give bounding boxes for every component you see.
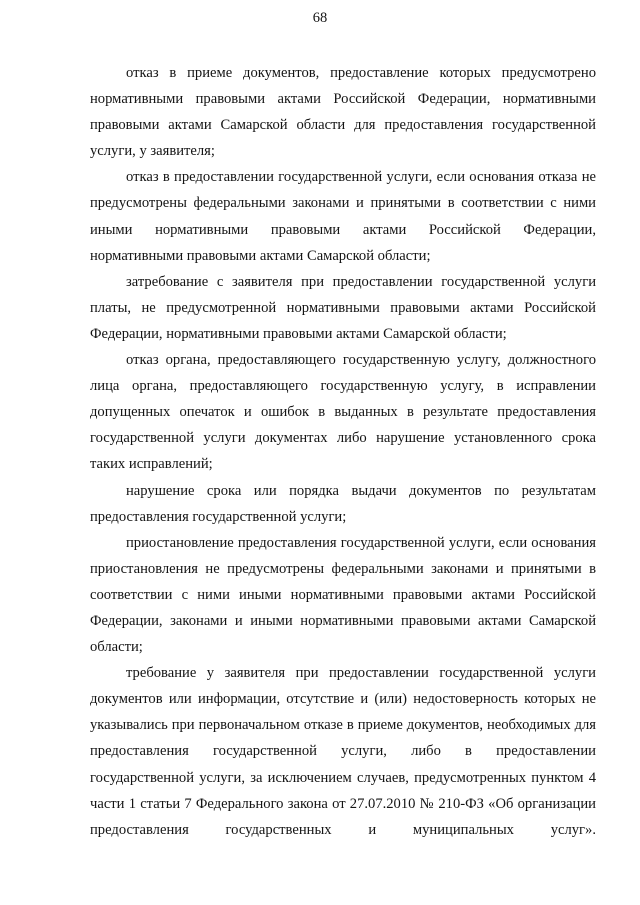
page-number: 68 — [312, 10, 328, 26]
paragraph-refusal-to-correct-errors: отказ органа, предоставляющего государственную услугу, должностного лица органа, предоставляющего государственную услугу, в исправлении допущенных опечаток и ошибок в выданных в результате предоставления государственной услуги документах либо нарушение установленного срока таких исправлений; — [90, 352, 596, 473]
paragraph-suspension-of-service: приостановление предоставления государственной услуги, если основания приостановления не предусмотрены федеральными законами и принятыми в соответствии с ними иными нормативными правовыми актами Российской Федерации, законами и иными нормативными правовыми актами Самарской области; — [90, 534, 596, 656]
paragraph-violation-of-issuance-term: нарушение срока или порядка выдачи документов по результатам предоставления государственной услуги; — [90, 482, 596, 525]
paragraph-demand-of-documents: требование у заявителя при предоставлении государственной услуги документов или информации, отсутствие и (или) недостоверность которых не указывались при первоначальном отказе в приеме документов, необходимых для предоставления государственной услуги, либо в предоставлении государственной услуги, за исключением случаев, предусмотренных пунктом 4 части 1 статьи 7 Федерального закона от 27.07.2010 № 210-ФЗ «Об организации предоставления государственных и муниципальных услуг». — [90, 665, 596, 838]
paragraph-refusal-to-provide-service: отказ в предоставлении государственной услуги, если основания отказа не предусмотрены федеральными законами и принятыми в соответствии с ними иными нормативными правовыми актами Российской Федерации, нормативными правовыми актами Самарской области; — [90, 169, 596, 264]
paragraph-demand-of-payment: затребование с заявителя при предоставлении государственной услуги платы, не предусмотренной нормативными правовыми актами Российской Федерации, нормативными правовыми актами Самарской области; — [90, 273, 596, 342]
document-body — [90, 60, 596, 843]
paragraph-refusal-to-accept-documents: отказ в приеме документов, предоставление которых предусмотрено нормативными правовыми актами Российской Федерации, нормативными правовыми актами Самарской области для предоставления государственной услуги, у заявителя; — [90, 65, 596, 160]
